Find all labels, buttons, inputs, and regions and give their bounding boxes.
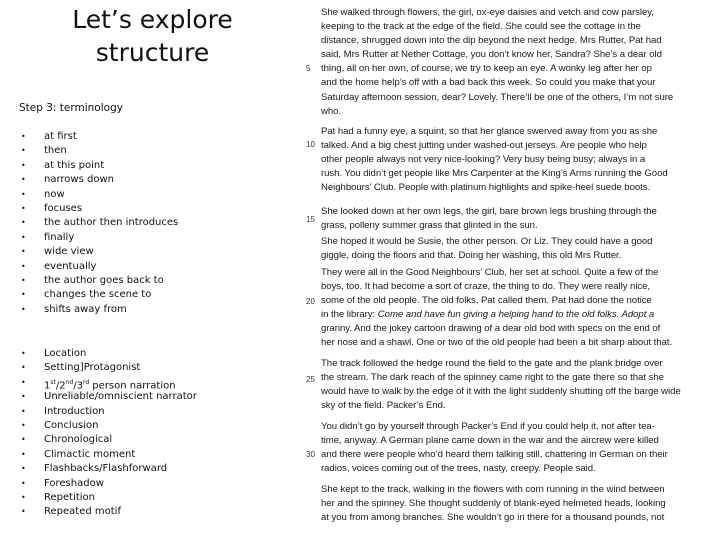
bullet-icon: • [21, 304, 26, 314]
line-number: 5 [306, 64, 311, 73]
term-item [19, 130, 178, 144]
term-item [19, 274, 178, 288]
line-text: She walked through flowers, the girl, ox-eye daisies and vetch and cow parsley, [321, 7, 654, 18]
term-item [19, 231, 178, 245]
line-text: She kept to the track, walking in the flowers with corn running in the wind between [321, 484, 665, 495]
line-text: talked. And a big chest jutting under washed-out jerseys. Are people who help [321, 140, 647, 152]
term-item [19, 159, 178, 173]
concept-item [19, 433, 197, 447]
concept-item [19, 448, 197, 462]
concept-text: Unreliable/omniscient narrator [44, 391, 197, 403]
concept-text: Foreshadow [44, 477, 104, 489]
line-text: and there were people who’d heard them talking still, chattering in German on their [321, 449, 668, 461]
concept-item [19, 477, 197, 491]
line-text: Saturday afternoon session, dear? Lovely. There’ll be one of the others, I’m not sure [321, 91, 674, 103]
bullet-icon: • [21, 392, 26, 402]
line-text: granny. And the jokey cartoon drawing of a dear old bod with specs on the end of [321, 323, 661, 335]
extract-line [321, 483, 706, 497]
bullet-icon: • [21, 275, 26, 285]
extract-paragraph [321, 205, 706, 233]
extract-line [321, 497, 706, 511]
slide-panel [0, 0, 305, 540]
text-extract [305, 0, 720, 540]
bullet-icon: • [21, 478, 26, 488]
extract-line [321, 219, 706, 233]
term-text: at first [44, 131, 77, 142]
extract-line [321, 336, 706, 350]
extract-line [321, 139, 706, 153]
extract-paragraph [321, 483, 706, 525]
line-text: Pat had a funny eye, a squint, so that her glance swerved away from you as she [321, 126, 658, 137]
concept-item [19, 361, 197, 375]
concept-item [19, 347, 197, 361]
term-item [19, 303, 178, 317]
bullet-icon: • [21, 189, 26, 199]
line-text: the stream. The dark reach of the spinney came right to the gate there so that she [321, 372, 664, 384]
bullet-icon: • [21, 363, 26, 373]
extract-line [321, 308, 706, 322]
extract-line [321, 205, 706, 219]
concept-text: Location [44, 348, 87, 359]
line-text: You didn’t go by yourself through Packer’s End if you could help it, not after tea- [321, 421, 655, 432]
line-text: radios, voices coming out of the trees, nasty, creepy. People said. [321, 463, 596, 475]
extract-line [321, 294, 706, 308]
term-text: then [44, 145, 67, 157]
term-text: the author then introduces [44, 217, 179, 229]
line-text: some of the old people. The old folks, Pat called them. Pat had done the notice [321, 295, 652, 307]
extract-line [321, 20, 706, 34]
extract-line [321, 385, 706, 399]
line-number: 25 [306, 375, 315, 384]
ordinal-suffix: st [50, 378, 56, 386]
term-item [19, 288, 178, 302]
extract-line [321, 399, 706, 413]
concept-text: person narration [89, 380, 176, 392]
bullet-icon: • [21, 146, 26, 156]
title-line-1: Let’s explore [72, 5, 233, 34]
extract-paragraph [321, 6, 706, 119]
concept-text: 1 [44, 380, 51, 392]
term-text: shifts away from [44, 303, 127, 315]
bullet-icon: • [21, 247, 26, 257]
line-text: She hoped it would be Susie, the other person. Or Liz. They could have a good [321, 236, 653, 247]
concept-item [19, 491, 197, 505]
line-text: her nose and a shawl. One or two of the old people had been a bit sharp about that. [321, 337, 673, 349]
extract-line [321, 62, 706, 76]
extract-line [321, 462, 706, 476]
extract-line [321, 105, 706, 119]
line-text: time, anyway. A German plane came down in the war and the aircrew were killed [321, 435, 659, 447]
title-line-2: structure [95, 38, 210, 67]
line-text: keeping to the track at the edge of the field. She could see the cottage in the [321, 21, 641, 33]
extract-line [321, 448, 706, 462]
extract-line [321, 235, 706, 249]
concept-item [19, 390, 197, 404]
concept-text: Conclusion [44, 419, 99, 431]
ordinal-suffix: rd [82, 378, 90, 386]
bullet-icon: • [21, 132, 26, 141]
extract-paragraph [321, 420, 706, 476]
concept-item [19, 462, 197, 476]
term-text: now [44, 188, 65, 200]
extract-line [321, 76, 706, 90]
concept-item [19, 419, 197, 433]
term-item [19, 144, 178, 158]
term-text: wide view [44, 246, 94, 258]
concept-item [19, 505, 197, 519]
extract-line [321, 420, 706, 434]
step-heading: Step 3: terminology [19, 102, 123, 114]
line-text: her and the spinney. She thought suddenly of blank-eyed helmeted heads, looking [321, 498, 666, 510]
italic-notice: Come and have fun giving a helping hand to the old folks. Adopt a [377, 309, 655, 321]
term-text: focuses [44, 202, 83, 214]
bullet-icon: • [21, 290, 26, 300]
concept-item [19, 376, 197, 390]
concept-text: /3 [73, 380, 83, 392]
extract-line [321, 167, 706, 181]
term-text: the author goes back to [44, 274, 164, 286]
term-item [19, 188, 178, 202]
bullet-icon: • [21, 420, 26, 430]
bullet-icon: • [21, 349, 26, 358]
bullet-icon: • [21, 203, 26, 213]
extract-line [321, 34, 706, 48]
ordinal-suffix: nd [65, 378, 74, 386]
line-text: said, Mrs Rutter at Nether Cottage, you don’t know her, Sandra? She’s a dear old [321, 49, 662, 61]
concept-text: Introduction [44, 405, 105, 417]
extract-line [321, 125, 706, 139]
term-item [19, 216, 178, 230]
extract-paragraph [321, 235, 706, 263]
bullet-icon: • [21, 377, 26, 387]
concept-text: Repeated motif [44, 506, 121, 518]
extract-paragraph [321, 266, 706, 351]
extract-line [321, 181, 706, 195]
line-text: rush. You didn’t get people like Mrs Carpenter at the King’s Arms running the Good [321, 168, 668, 180]
concept-text: /2 [55, 380, 66, 392]
bullet-icon: • [21, 449, 26, 459]
bullet-icon: • [21, 507, 26, 517]
concept-text: Flashbacks/Flashforward [44, 463, 168, 475]
extract-line [321, 266, 706, 280]
extract-paragraph [321, 357, 706, 413]
concept-text: Climactic moment [44, 448, 136, 460]
line-text: Neighbours’ Club. People with platinum highlights and spike-heel suede boots. [321, 182, 651, 194]
line-text: giggle, doing the floors and that. Doing her washing, this old Mrs Rutter. [321, 250, 622, 262]
line-number: 30 [306, 450, 315, 459]
line-text: sky of the field. Packer’s End. [321, 400, 446, 412]
line-text: other people always not very nice-looking? Very busy being busy; always in a [321, 154, 646, 166]
concept-item [19, 405, 197, 419]
concepts-list [19, 347, 197, 520]
term-item [19, 202, 178, 216]
term-text: narrows down [44, 174, 114, 186]
bullet-icon: • [21, 232, 26, 242]
extract-line [321, 91, 706, 105]
line-text: distance, shrugged down into the dip beyond the next hedge. Mrs Rutter, Pat had [321, 35, 662, 47]
line-text: The track followed the hedge round the field to the gate and the plank bridge over [321, 358, 663, 369]
bullet-icon: • [21, 464, 26, 474]
extract-line [321, 322, 706, 336]
line-text: and the home help’s off with a bad back this week. So could you make that your [321, 77, 656, 89]
extract-line [321, 434, 706, 448]
terminology-list [19, 130, 178, 317]
line-text: at you from among branches. She wouldn’t go in there for a thousand pounds, not [321, 512, 665, 524]
line-text: thing, all on her own, of course, we try to keep an eye. A wonky leg after her op [321, 63, 652, 75]
bullet-icon: • [21, 160, 26, 170]
line-number: 15 [306, 215, 315, 224]
extract-line [321, 48, 706, 62]
line-text: in the library: [321, 309, 378, 321]
line-number: 20 [306, 297, 315, 306]
bullet-icon: • [21, 218, 26, 228]
line-text: who. [321, 105, 342, 117]
line-text: She looked down at her own legs, the girl, bare brown legs brushing through the [321, 206, 657, 217]
extract-line [321, 357, 706, 371]
term-text: eventually [44, 260, 97, 272]
extract-line [321, 511, 706, 525]
bullet-icon: • [21, 492, 26, 502]
extract-line [321, 280, 706, 294]
line-number: 10 [306, 140, 315, 149]
term-item [19, 245, 178, 259]
extract-line [321, 6, 706, 20]
line-text: would have to walk by the edge of it with the light suddenly shutting off the barge wide [321, 386, 681, 398]
term-item [19, 173, 178, 187]
slide-title [0, 3, 305, 69]
extract-line [321, 371, 706, 385]
concept-text: Chronological [44, 434, 113, 446]
term-text: changes the scene to [44, 289, 152, 301]
bullet-icon: • [21, 435, 26, 445]
bullet-icon: • [21, 261, 26, 271]
extract-line [321, 249, 706, 263]
line-text: boys, too. It had become a sort of craze, the thing to do. They were really nice, [321, 281, 651, 293]
concept-text: Repetition [44, 491, 96, 503]
term-text: at this point [44, 159, 105, 171]
bullet-icon: • [21, 406, 26, 416]
extract-line [321, 153, 706, 167]
term-text: finally [44, 231, 75, 243]
term-item [19, 260, 178, 274]
line-text: They were all in the Good Neighbours’ Club, her set at school. Quite a few of the [321, 267, 659, 278]
line-text: grass, polleny summer grass that glinted in the sun. [321, 220, 538, 232]
bullet-icon: • [21, 175, 26, 185]
concept-text: Setting]Protagonist [44, 362, 141, 374]
extract-paragraph [321, 125, 706, 195]
